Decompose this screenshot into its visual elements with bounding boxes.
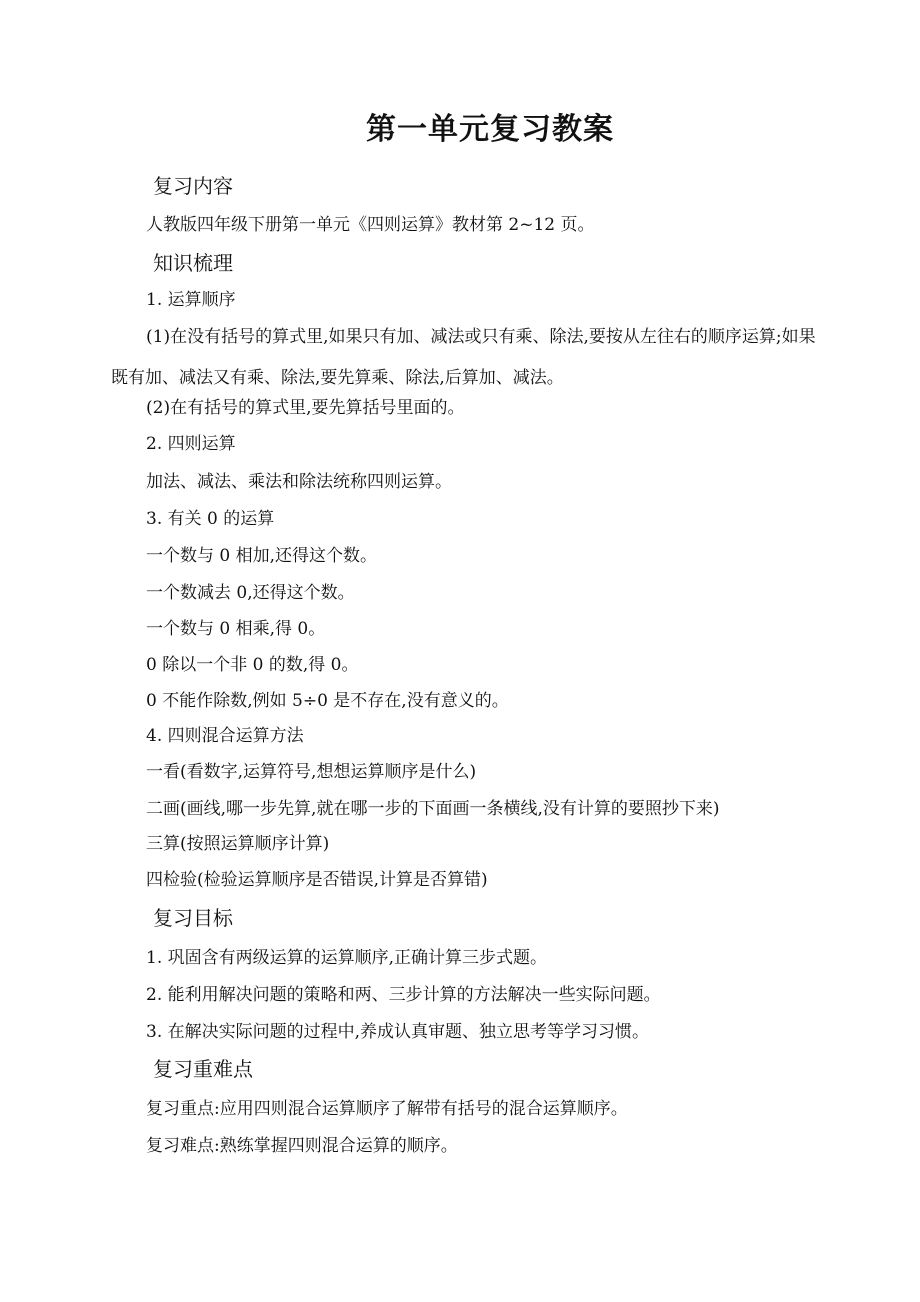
item2-title: 2. 四则运算 <box>146 434 236 454</box>
document-title: 第一单元复习教案 <box>366 112 614 147</box>
item3-line: 一个数减去 0,还得这个数。 <box>146 583 355 603</box>
item3-line: 0 除以一个非 0 的数,得 0。 <box>146 655 359 675</box>
item4-line: 一看(看数字,运算符号,想想运算顺序是什么) <box>146 762 477 782</box>
goal-line: 1. 巩固含有两级运算的运算顺序,正确计算三步式题。 <box>146 948 548 968</box>
goal-line: 2. 能利用解决问题的策略和两、三步计算的方法解决一些实际问题。 <box>146 985 661 1005</box>
keypoint-difficulty: 复习难点:熟练掌握四则混合运算的顺序。 <box>146 1136 458 1156</box>
item3-line: 0 不能作除数,例如 5÷0 是不存在,没有意义的。 <box>146 691 509 711</box>
content-text: 人教版四年级下册第一单元《四则运算》教材第 2~12 页。 <box>146 215 595 235</box>
item1-paragraph-2: (2)在有括号的算式里,要先算括号里面的。 <box>146 398 465 418</box>
section-heading-knowledge: 知识梳理 <box>153 251 233 275</box>
item4-title: 4. 四则混合运算方法 <box>146 726 304 746</box>
item1-paragraph-1: (1)在没有括号的算式里,如果只有加、减法或只有乘、除法,要按从左往右的顺序运算;如果既有加、减法又有乘、除法,要先算乘、除法,后算加、减法。 <box>111 327 816 388</box>
item4-line: 四检验(检验运算顺序是否错误,计算是否算错) <box>146 870 488 890</box>
item3-line: 一个数与 0 相乘,得 0。 <box>146 619 326 639</box>
keypoint-focus: 复习重点:应用四则混合运算顺序了解带有括号的混合运算顺序。 <box>146 1099 628 1119</box>
item3-title: 3. 有关 0 的运算 <box>146 509 275 529</box>
item2-text: 加法、减法、乘法和除法统称四则运算。 <box>146 472 452 492</box>
section-heading-keypoints: 复习重难点 <box>153 1057 253 1081</box>
item4-line: 三算(按照运算顺序计算) <box>146 834 330 854</box>
item1-title: 1. 运算顺序 <box>146 290 236 310</box>
section-heading-goals: 复习目标 <box>153 906 233 930</box>
goal-line: 3. 在解决实际问题的过程中,养成认真审题、独立思考等学习习惯。 <box>146 1022 650 1042</box>
item4-line: 二画(画线,哪一步先算,就在哪一步的下面画一条横线,没有计算的要照抄下来) <box>146 799 720 819</box>
item3-line: 一个数与 0 相加,还得这个数。 <box>146 546 378 566</box>
section-heading-content: 复习内容 <box>153 174 233 198</box>
